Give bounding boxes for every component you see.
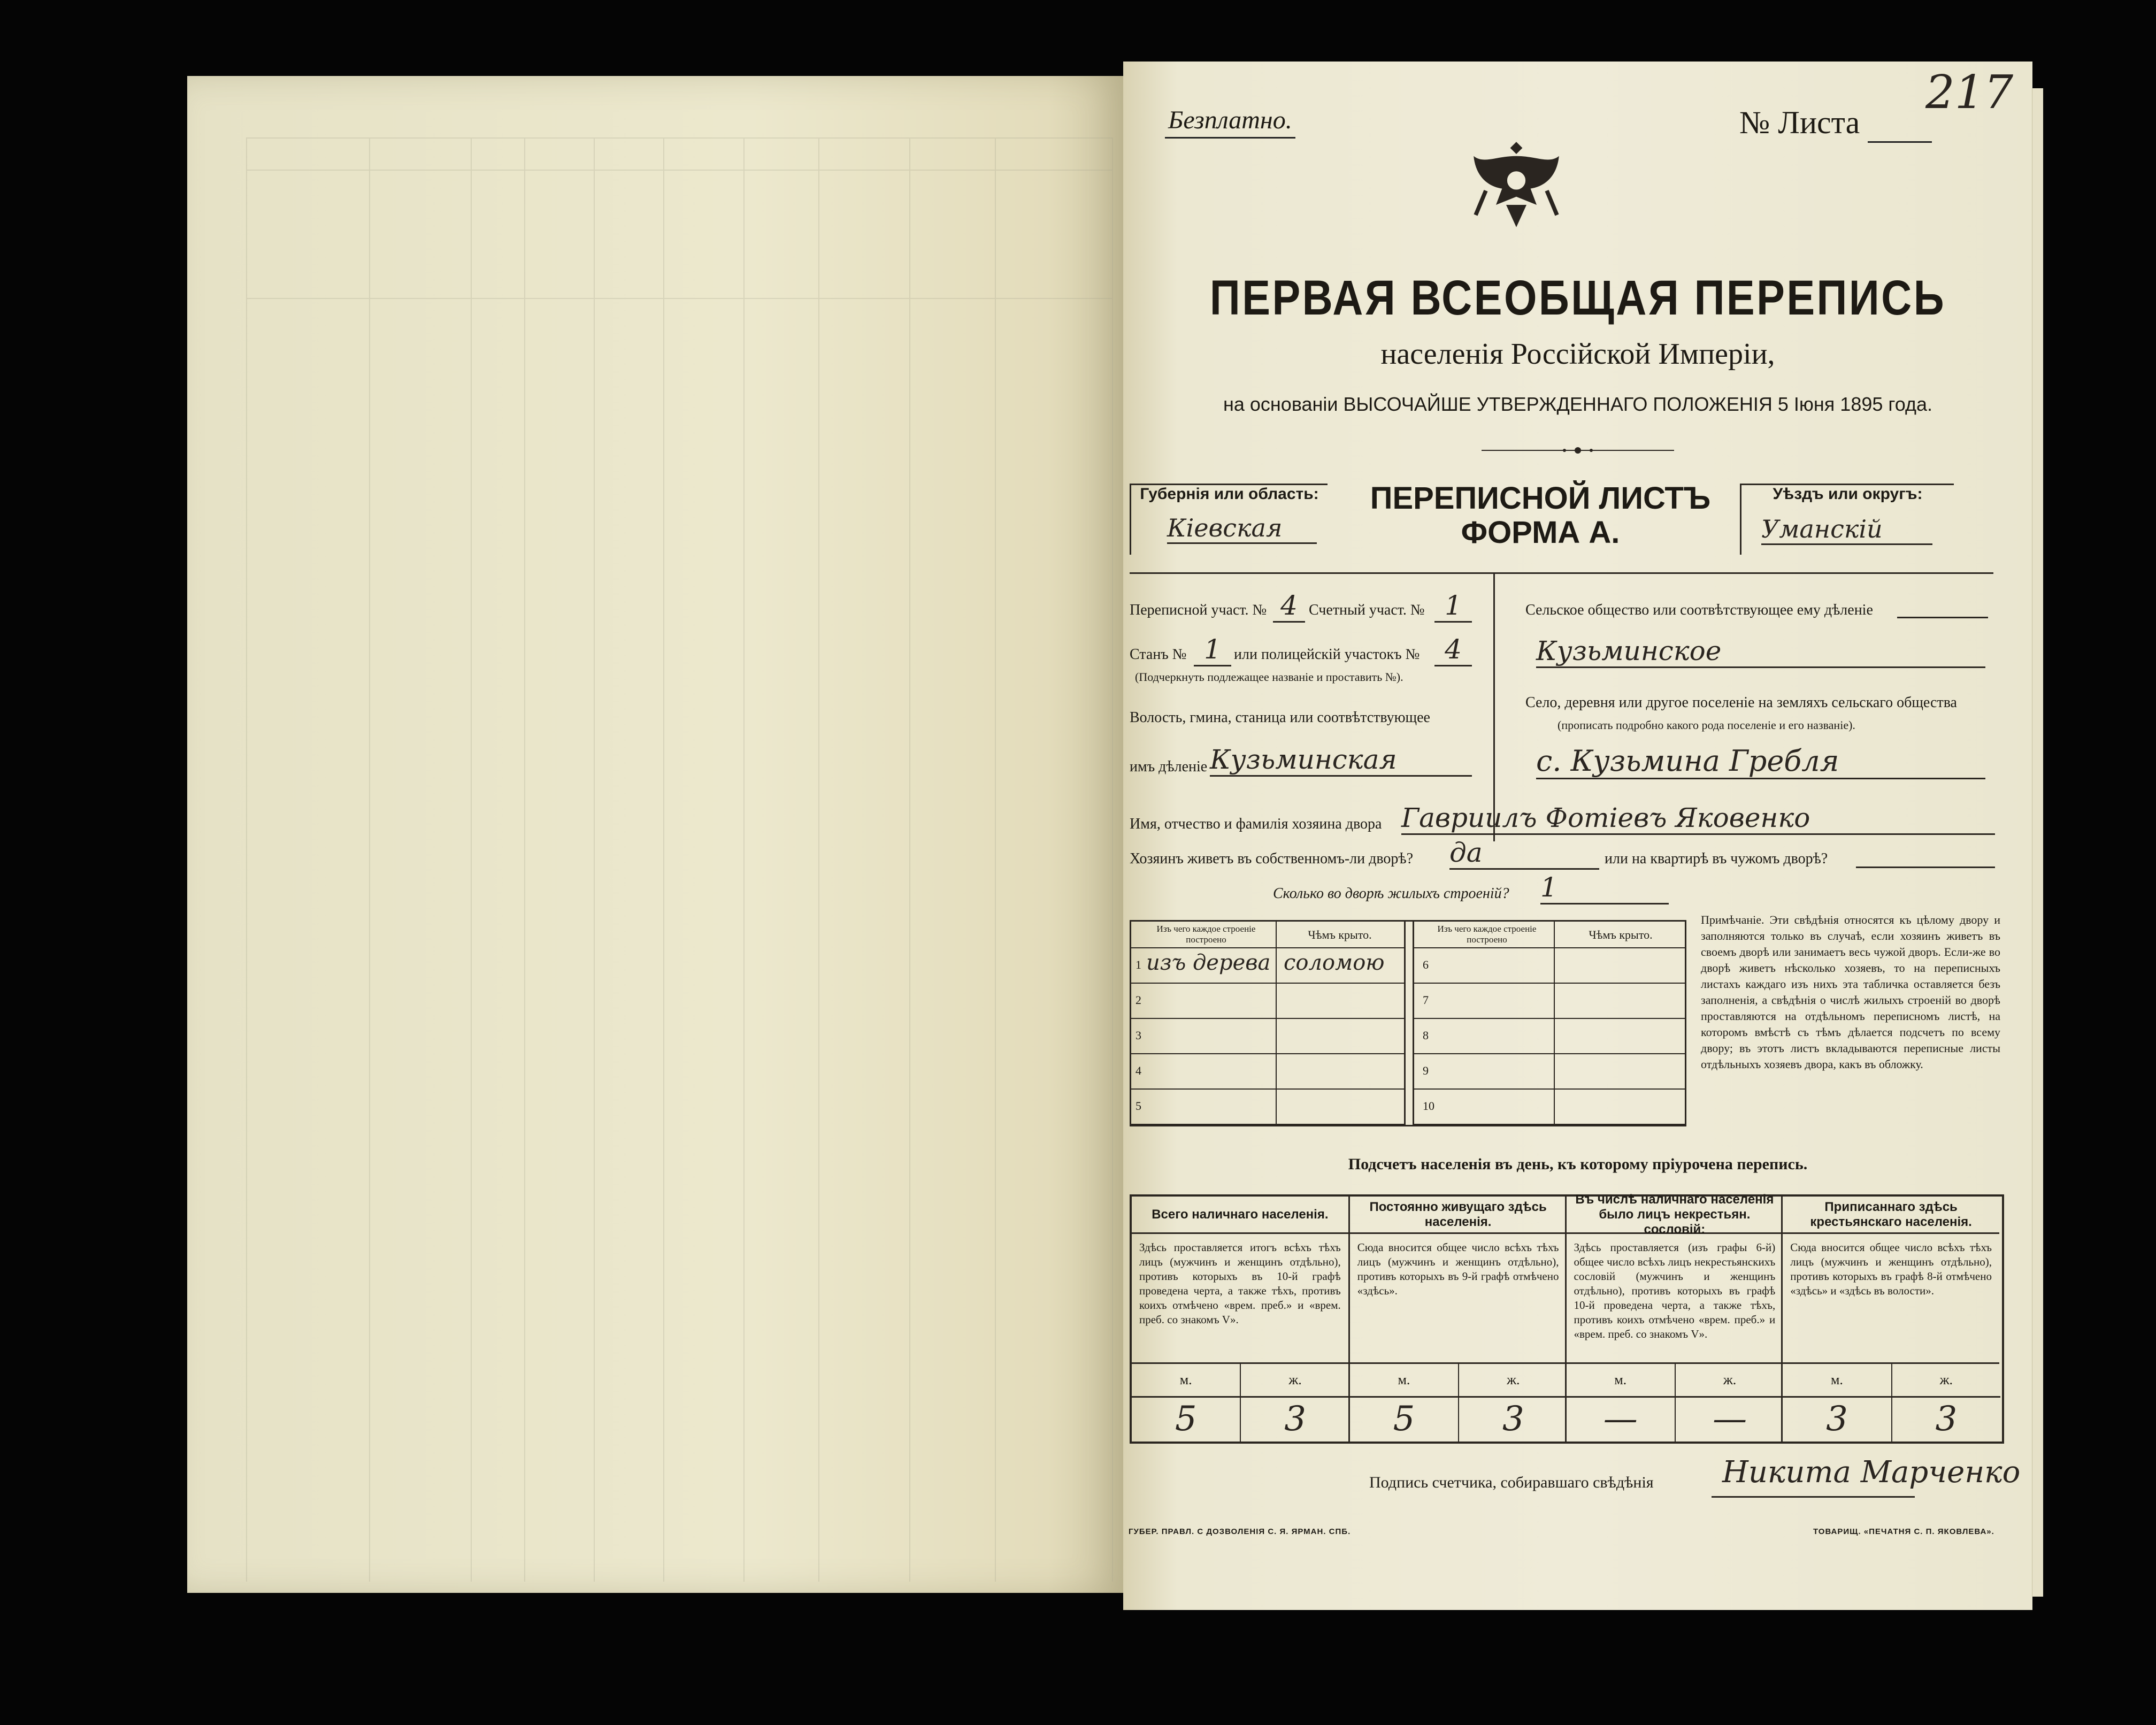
page-edge xyxy=(2032,88,2043,1597)
uyezd-label: Уѣздъ или округъ: xyxy=(1740,484,1954,555)
h-roof-right: Чѣмъ крыто. xyxy=(1589,928,1653,941)
buildings-value: 1 xyxy=(1540,872,1669,904)
count-column xyxy=(1565,1192,1783,1442)
male-count-value: — xyxy=(1603,1399,1638,1439)
perepis-uchastok-value: 4 xyxy=(1273,590,1305,623)
sheet-label: № Листа xyxy=(1739,105,1860,140)
signature-value: Никита Марченко xyxy=(1722,1455,2021,1490)
form-title-line2: ФОРМА А. xyxy=(1461,515,1620,550)
female-header: ж. xyxy=(1240,1364,1349,1398)
female-count-value: 3 xyxy=(1891,1396,2000,1442)
main-title: ПЕРВАЯ ВСЕОБЩАЯ ПЕРЕПИСЬ xyxy=(1209,271,1946,325)
house-roof: соломою xyxy=(1284,950,1385,975)
gubernia-value: Кіевская xyxy=(1167,513,1317,544)
schetny-value: 1 xyxy=(1434,590,1472,623)
schetny-label: Счетный участ. № xyxy=(1309,602,1425,618)
uyezd-value: Уманскій xyxy=(1761,515,1932,545)
village-hint: (прописать подробно какого рода поселеніе и его названіе). xyxy=(1557,718,1855,732)
volost-label-2: имъ дѣленіе xyxy=(1130,758,1208,775)
buildings-label: Сколько во дворѣ жилыхъ строеній? xyxy=(1273,885,1509,902)
count-title: Подсчетъ населенія въ день, къ которому пріурочена перепись. xyxy=(1348,1155,1808,1173)
bleed-through-grid xyxy=(246,137,1112,1582)
male-count-value: 3 xyxy=(1826,1399,1848,1439)
census-form-page xyxy=(1123,62,2032,1610)
house-row-number: 4 xyxy=(1135,1064,1141,1077)
house-row-number: 3 xyxy=(1135,1029,1141,1042)
buildings-table xyxy=(1130,920,1686,1126)
village-label: Село, деревня или другое поселеніе на земляхъ сельскаго общества xyxy=(1525,694,1957,711)
female-count-value: — xyxy=(1675,1396,1784,1442)
stan-hint: (Подчеркнуть подлежащее названіе и проставить №). xyxy=(1135,670,1403,684)
settlement-section xyxy=(1493,572,1993,841)
stan-value: 1 xyxy=(1194,634,1231,666)
gubernia-box xyxy=(1130,476,1328,554)
uyezd-box xyxy=(1740,476,1954,554)
society-line xyxy=(1897,617,1988,618)
house-row-number: 5 xyxy=(1135,1099,1141,1113)
count-column-description: Здѣсь проставляется (изъ графы 6-й) общее число всѣхъ лицъ некрестьянскихъ сословій (мужчинъ и женщинъ отдѣльно), противъ которыхъ въ графѣ 10-й проведена черта, а также тѣхъ, противъ коихъ отмѣчено «врем. преб.» и «врем. преб. со знакомъ V». xyxy=(1567,1234,1783,1364)
owner-name-label: Имя, отчество и фамилія хозяина двора xyxy=(1130,816,1382,832)
house-row-number: 10 xyxy=(1423,1099,1434,1113)
h-roof-left: Чѣмъ крыто. xyxy=(1308,928,1372,941)
stan-label: Станъ № xyxy=(1130,646,1187,663)
printer-left: ГУБЕР. ПРАВЛ. С ДОЗВОЛЕНІЯ С. Я. ЯРМАН. СПБ. xyxy=(1129,1527,1351,1536)
own-yard-label: Хозяинъ живетъ въ собственномъ-ли дворѣ? xyxy=(1130,850,1414,867)
house-row-number: 7 xyxy=(1423,993,1429,1007)
female-count-value: 3 xyxy=(1240,1396,1349,1442)
ornament-divider xyxy=(1471,442,1685,458)
population-count-table xyxy=(1130,1194,2004,1444)
decree-line: на основаніи ВЫСОЧАЙШЕ УТВЕРЖДЕННАГО ПОЛОЖЕНІЯ 5 Іюня 1895 года. xyxy=(1223,393,1932,415)
count-column-description: Сюда вносится общее число всѣхъ тѣхъ лицъ (мужчинъ и женщинъ отдѣльно), противъ которыхъ въ 9-й графѣ отмѣчено «здѣсь». xyxy=(1350,1234,1567,1364)
village-value: с. Кузьмина Гребля xyxy=(1536,744,1985,779)
male-count-value: 5 xyxy=(1393,1399,1415,1439)
female-header: ж. xyxy=(1458,1364,1567,1398)
male-header: м. xyxy=(1132,1364,1240,1398)
house-row-number: 6 xyxy=(1423,958,1429,971)
count-column-header: Всего наличнаго населенія. xyxy=(1132,1197,1348,1234)
house-row-number: 8 xyxy=(1423,1029,1429,1042)
society-label: Сельское общество или соотвѣтствующее ему дѣленіе xyxy=(1525,602,1873,618)
count-column xyxy=(1348,1197,1567,1442)
house-row-number: 2 xyxy=(1135,993,1141,1007)
sheet-number-underline xyxy=(1868,104,1932,143)
imperial-eagle-icon xyxy=(1466,134,1567,235)
h-material-left: Изъ чего каждое строеніе построено xyxy=(1156,924,1256,945)
volost-label: Волость, гмина, станица или соотвѣтствующее xyxy=(1130,709,1430,726)
h-material-right: Изъ чего каждое строеніе построено xyxy=(1437,924,1537,945)
male-header: м. xyxy=(1567,1364,1675,1398)
count-column-header: Приписаннаго здѣсь крестьянскаго населенія. xyxy=(1783,1197,1999,1234)
police-label: или полицейскій участокъ № xyxy=(1234,646,1420,663)
rent-line xyxy=(1856,867,1995,868)
house-row-number: 9 xyxy=(1423,1064,1429,1077)
perepis-uchastok-label: Переписной участ. № xyxy=(1130,602,1267,618)
female-header: ж. xyxy=(1891,1364,2000,1398)
male-header: м. xyxy=(1783,1364,1891,1398)
gubernia-label: Губернія или область: xyxy=(1130,484,1328,555)
house-material: изъ дерева xyxy=(1146,950,1271,975)
count-column-description: Сюда вносится общее число всѣхъ тѣхъ лицъ (мужчинъ и женщинъ отдѣльно), противъ которыхъ въ графѣ 8-й отмѣчено «здѣсь» и «здѣсь въ волости». xyxy=(1783,1234,1999,1364)
owner-name-value: Гавриилъ Фотіевъ Яковенко xyxy=(1401,802,1995,835)
district-section xyxy=(1130,572,1495,841)
count-column-header: Въ числѣ наличнаго населенія было лицъ некрестьян. сословій: xyxy=(1567,1197,1783,1234)
printer-right: ТОВАРИЩ. «ПЕЧАТНЯ С. П. ЯКОВЛЕВА». xyxy=(1813,1527,1994,1536)
count-column-header: Постоянно живущаго здѣсь населенія. xyxy=(1350,1197,1567,1234)
society-value: Кузьминское xyxy=(1536,635,1985,668)
buildings-note: Примѣчаніе. Эти свѣдѣнія относятся къ цѣлому двору и заполняются только въ случаѣ, если хозяинъ живетъ въ своемъ дворѣ или занимаетъ весь чужой дворъ. Если-же во дворѣ живетъ нѣсколько хозяевъ, то на переписныхъ листахъ каждаго изъ нихъ эта табличка оставляется безъ заполненія, а свѣдѣнія о числѣ жилыхъ строеній во дворѣ проставляются на отдѣльномъ переписномъ листѣ, на которомъ вмѣстѣ съ тѣмъ дѣлается подсчетъ по всему двору; въ этотъ листъ вкладываются переписные листы отдѣльныхъ хозяевъ двора, какъ въ обложку. xyxy=(1701,913,2000,1071)
count-column xyxy=(1132,1197,1348,1442)
police-value: 4 xyxy=(1434,634,1472,666)
count-column-description: Здѣсь проставляется итогъ всѣхъ тѣхъ лицъ (мужчинъ и женщинъ отдѣльно), противъ которыхъ въ 10-й графѣ проведена черта, а также тѣхъ, противъ коихъ отмѣчено «врем. преб.» и «врем. преб. со знакомъ V». xyxy=(1132,1234,1348,1364)
rent-label: или на квартирѣ въ чужомъ дворѣ? xyxy=(1605,850,1828,867)
form-title-line1: ПЕРЕПИСНОЙ ЛИСТЪ xyxy=(1370,481,1711,516)
form-title xyxy=(1348,481,1733,550)
volost-value: Кузьминская xyxy=(1210,744,1472,777)
own-yard-value: да xyxy=(1449,837,1599,870)
female-header: ж. xyxy=(1675,1364,1784,1398)
house-row-number: 1 xyxy=(1135,958,1141,971)
free-label: Безплатно. xyxy=(1165,105,1295,139)
sheet-number-handwritten: 217 xyxy=(1925,66,2014,119)
sheet-number xyxy=(1739,104,1932,143)
male-count-value: 5 xyxy=(1175,1399,1197,1439)
male-header: м. xyxy=(1350,1364,1458,1398)
left-page xyxy=(187,76,1123,1593)
count-column xyxy=(1781,1197,1999,1442)
female-count-value: 3 xyxy=(1458,1396,1567,1442)
signature-label: Подпись счетчика, собиравшаго свѣдѣнія xyxy=(1369,1474,1654,1491)
subtitle: населенія Россійской Имперіи, xyxy=(1380,338,1775,371)
